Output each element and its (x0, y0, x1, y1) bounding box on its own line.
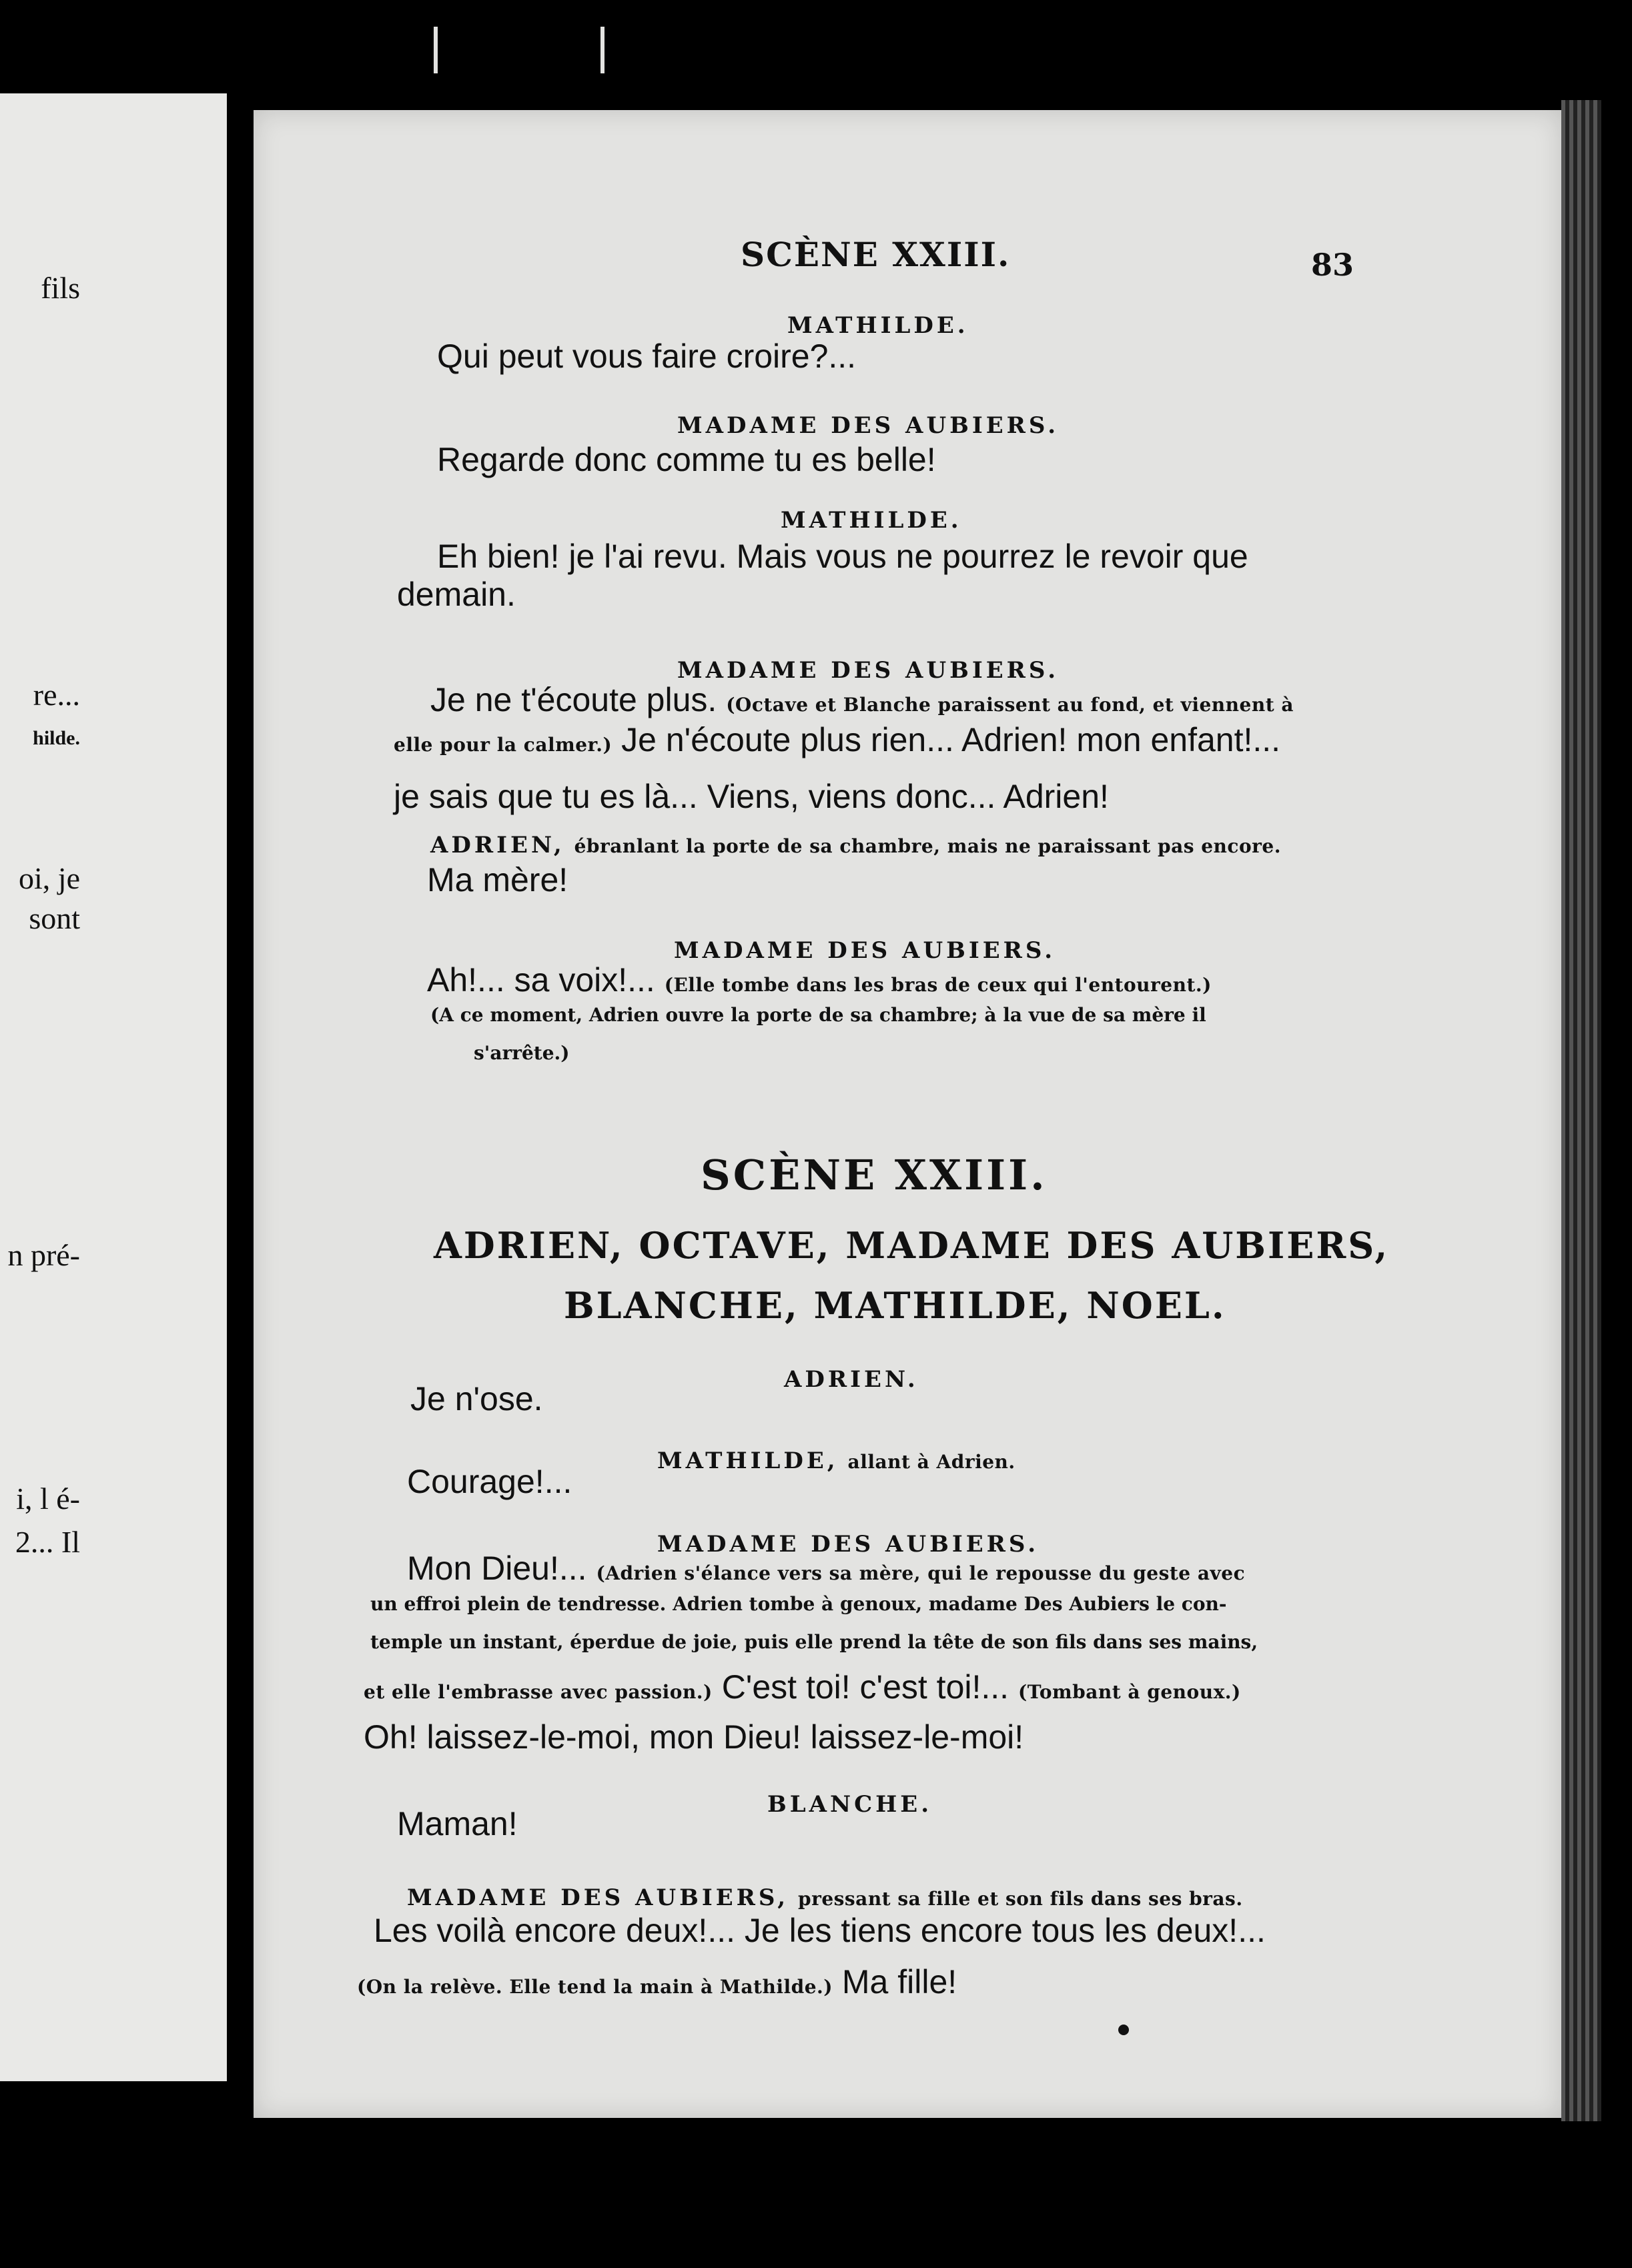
left-page-fragment: sont (29, 901, 80, 935)
stage-direction: (Elle tombe dans les bras de ceux qui l'entourent.) (664, 974, 1212, 996)
stage-direction: et elle l'embrasse avec passion.) (364, 1681, 713, 1703)
dialogue-line (430, 680, 1294, 719)
left-page-fragment: n pré- (7, 1238, 80, 1272)
dialogue-text: Je ne t'écoute plus. (430, 681, 717, 718)
running-head: SCÈNE XXIII. (741, 235, 1011, 274)
dialogue-line (657, 1438, 1015, 1476)
ink-dot (1118, 2025, 1129, 2035)
dialogue-line (407, 1549, 1245, 1588)
left-page-fragment: 2... Il (15, 1525, 80, 1559)
left-page-fragment: fils (41, 271, 80, 305)
stage-direction: allant à Adrien. (847, 1451, 1015, 1473)
dialogue-line: Regarde donc comme tu es belle! (437, 441, 936, 478)
speaker-name: MATHILDE. (787, 312, 969, 339)
dialogue-line (427, 961, 1212, 999)
speaker-name: ADRIEN, (430, 832, 565, 859)
scene-title: SCÈNE XXIII. (701, 1151, 1048, 1199)
stage-direction: (A ce moment, Adrien ouvre la porte de sa chambre; à la vue de sa mère il (430, 1004, 1206, 1026)
stage-direction: (Adrien s'élance vers sa mère, qui le repousse du geste avec (596, 1562, 1246, 1584)
dialogue-line: demain. (397, 576, 516, 613)
stage-direction: un effroi plein de tendresse. Adrien tombe à genoux, madame Des Aubiers le con- (370, 1593, 1227, 1615)
stage-direction: (Tombant à genoux.) (1017, 1681, 1241, 1703)
dialogue-line: je sais que tu es là... Viens, viens donc... Adrien! (394, 778, 1109, 815)
stage-direction: temple un instant, éperdue de joie, puis elle prend la tête de son fils dans ses mains, (370, 1631, 1258, 1653)
stage-direction: pressant sa fille et son fils dans ses bras. (798, 1888, 1243, 1910)
dialogue-line (394, 720, 1280, 759)
dialogue-text: Ah!... sa voix!... (427, 961, 655, 999)
left-page-fragment: oi, je (19, 861, 80, 895)
speaker-name: MATHILDE, (657, 1448, 839, 1474)
speaker-name: MADAME DES AUBIERS, (407, 1884, 789, 1911)
dialogue-line: Courage!... (407, 1463, 572, 1500)
left-page-fragment: i, l é- (16, 1482, 80, 1516)
film-mark (600, 27, 604, 73)
speaker-name: ADRIEN. (784, 1366, 919, 1393)
stage-direction: (Octave et Blanche paraissent au fond, et viennent à (726, 694, 1294, 716)
dialogue-line: Les voilà encore deux!... Je les tiens encore tous les deux!... (374, 1912, 1266, 1949)
dialogue-text: Ma fille! (841, 1963, 957, 2001)
speaker-name: MADAME DES AUBIERS. (677, 657, 1060, 684)
left-page-fragment: re... (33, 678, 80, 712)
left-page-fragment: hilde. (33, 727, 80, 749)
dialogue-line (364, 1668, 1241, 1706)
page-number: 83 (1311, 247, 1354, 283)
dialogue-line (407, 1874, 1243, 1913)
stage-direction: s'arrête.) (474, 1042, 570, 1064)
speaker-name: MATHILDE. (781, 507, 962, 534)
dialogue-text: Je n'écoute plus rien... Adrien! mon enfant!... (621, 721, 1281, 758)
book-gutter (227, 80, 254, 2108)
speaker-name: MADAME DES AUBIERS. (677, 412, 1060, 439)
left-facing-page (0, 93, 227, 2081)
dialogue-line: Maman! (397, 1805, 518, 1842)
stage-direction: (On la relève. Elle tend la main à Mathilde.) (357, 1976, 833, 1998)
speaker-name: BLANCHE. (767, 1791, 933, 1818)
cast-list: ADRIEN, OCTAVE, MADAME DES AUBIERS, (434, 1224, 1390, 1267)
speaker-name: MADAME DES AUBIERS. (657, 1531, 1040, 1558)
dialogue-line (430, 822, 1281, 861)
page-edge (1561, 100, 1601, 2121)
dialogue-text: C'est toi! c'est toi!... (721, 1668, 1009, 1706)
cast-list: BLANCHE, MATHILDE, NOEL. (564, 1284, 1226, 1327)
dialogue-line: Qui peut vous faire croire?... (437, 338, 857, 375)
dialogue-text: Mon Dieu!... (407, 1550, 587, 1587)
speaker-name: MADAME DES AUBIERS. (674, 937, 1056, 964)
film-mark (434, 27, 438, 73)
stage-direction: ébranlant la porte de sa chambre, mais ne paraissant pas encore. (574, 835, 1281, 857)
stage-direction: elle pour la calmer.) (394, 734, 613, 756)
dialogue-line: Oh! laissez-le-moi, mon Dieu! laissez-le-moi! (364, 1718, 1024, 1756)
dialogue-line (357, 1962, 957, 2001)
dialogue-line: Eh bien! je l'ai revu. Mais vous ne pourrez le revoir que (437, 538, 1248, 575)
dialogue-line: Ma mère! (427, 861, 568, 899)
dialogue-line: Je n'ose. (410, 1380, 543, 1418)
